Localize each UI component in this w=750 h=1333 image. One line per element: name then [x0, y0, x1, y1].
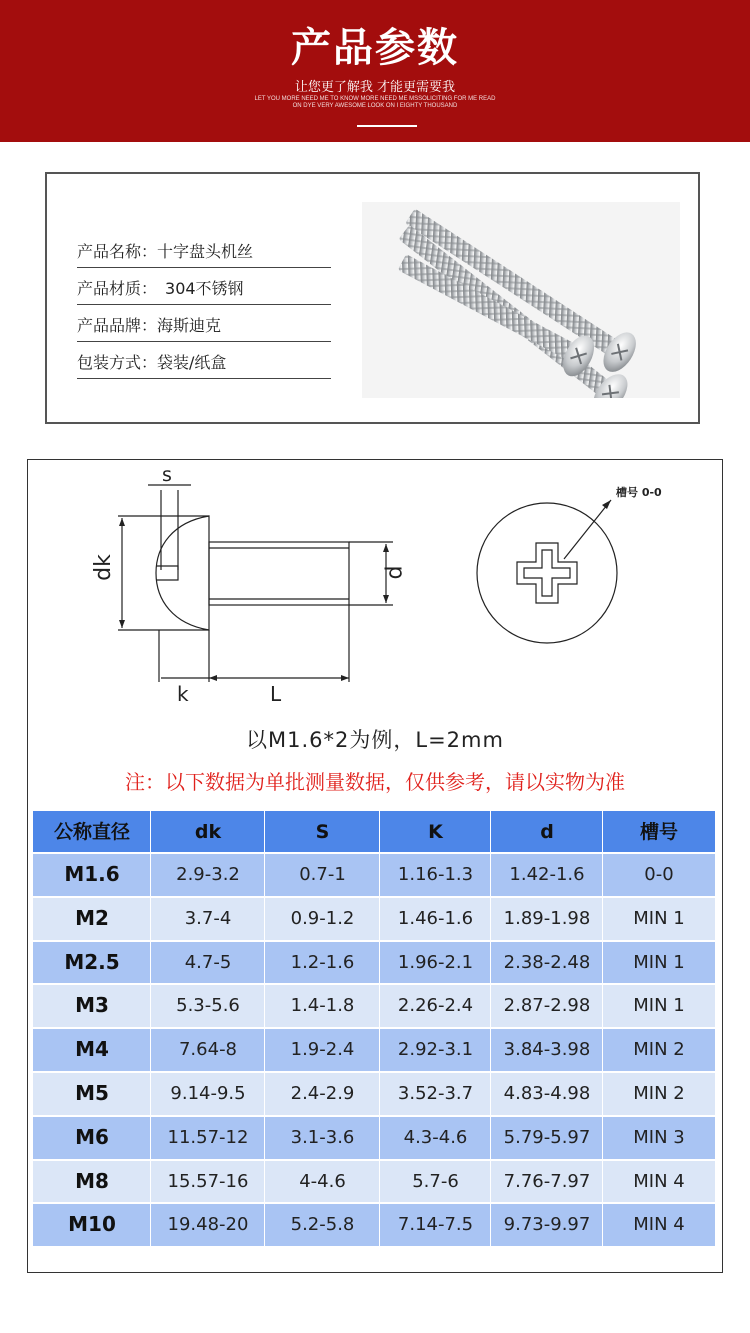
info-label: 产品品牌：	[77, 316, 158, 335]
table-header	[33, 811, 715, 853]
value-cell: MIN 2	[633, 1039, 685, 1061]
value-cell: 3.1-3.6	[290, 1126, 355, 1148]
label-dk: dk	[90, 554, 116, 581]
value-cell: 9.14-9.5	[170, 1083, 246, 1104]
value-cell: 1.2-1.6	[290, 951, 355, 973]
value-cell: 4.83-4.98	[503, 1083, 591, 1104]
value-cell: MIN 1	[633, 907, 685, 929]
value-cell: 2.26-2.4	[397, 995, 474, 1017]
spec-table	[33, 811, 715, 1249]
column-divider	[602, 811, 603, 1249]
info-row-packaging	[77, 349, 331, 379]
product-photo	[362, 202, 680, 398]
value-cell: MIN 2	[633, 1083, 685, 1104]
size-cell: M4	[75, 1037, 109, 1062]
label-slot: 槽号 0-0	[616, 486, 662, 499]
value-cell: 0.9-1.2	[290, 907, 355, 929]
value-cell: 19.48-20	[167, 1214, 249, 1236]
label-L: L	[270, 682, 282, 706]
value-cell: 3.84-3.98	[503, 1039, 591, 1061]
value-cell: 4.7-5	[184, 951, 232, 973]
table-row	[33, 1160, 715, 1204]
info-row-brand	[77, 312, 331, 342]
value-cell: 2.4-2.9	[290, 1083, 355, 1104]
value-cell: MIN 1	[633, 995, 685, 1017]
value-cell: 1.42-1.6	[509, 864, 585, 885]
row-divider	[33, 1159, 715, 1161]
value-cell: 1.9-2.4	[290, 1039, 355, 1061]
value-cell: 5.3-5.6	[176, 995, 240, 1017]
column-divider	[379, 811, 380, 1249]
info-row-name	[77, 238, 331, 268]
info-value: 袋装/纸盒	[157, 353, 227, 372]
value-cell: 5.79-5.97	[503, 1126, 591, 1148]
value-cell: 11.57-12	[167, 1126, 249, 1148]
value-cell: 3.52-3.7	[397, 1083, 474, 1104]
value-cell: 2.38-2.48	[503, 951, 591, 973]
header-cell: S	[315, 821, 330, 843]
table-row	[33, 1203, 715, 1247]
table-row	[33, 1028, 715, 1072]
info-label: 产品材质：	[77, 279, 158, 298]
table-row	[33, 853, 715, 897]
header-cell: dk	[194, 821, 222, 843]
value-cell: 0-0	[644, 864, 674, 885]
value-cell: MIN 4	[633, 1170, 685, 1192]
value-cell: 1.16-1.3	[397, 864, 474, 885]
value-cell: 1.89-1.98	[503, 907, 591, 929]
value-cell: 7.14-7.5	[397, 1214, 474, 1236]
info-label: 包装方式：	[77, 353, 158, 372]
size-cell: M3	[75, 993, 109, 1018]
value-cell: 15.57-16	[167, 1170, 249, 1192]
size-cell: M5	[75, 1081, 109, 1105]
header-tagline	[200, 96, 550, 110]
value-cell: 4-4.6	[299, 1170, 346, 1192]
table-row	[33, 1116, 715, 1160]
row-divider	[33, 1027, 715, 1029]
size-cell: M2	[75, 905, 109, 930]
row-divider	[33, 1202, 715, 1204]
size-cell: M6	[75, 1124, 109, 1149]
header-cell: d	[540, 821, 554, 843]
table-row	[33, 897, 715, 941]
column-divider	[264, 811, 265, 1249]
value-cell: 1.46-1.6	[397, 907, 474, 929]
value-cell: MIN 4	[633, 1214, 685, 1236]
value-cell: 1.4-1.8	[290, 995, 355, 1017]
table-row	[33, 1072, 715, 1116]
measurement-note: 注：以下数据为单批测量数据，仅供参考，请以实物为准	[125, 770, 625, 794]
value-cell: MIN 1	[633, 951, 685, 973]
value-cell: MIN 3	[633, 1126, 685, 1148]
row-divider	[33, 1246, 715, 1248]
value-cell: 2.9-3.2	[176, 864, 240, 885]
size-cell: M1.6	[64, 862, 120, 886]
row-divider	[33, 940, 715, 942]
row-divider	[33, 896, 715, 898]
info-value: 十字盘头机丝	[157, 242, 254, 261]
header-divider	[357, 125, 417, 127]
value-cell: 1.96-2.1	[397, 951, 474, 973]
info-value: 304不锈钢	[165, 279, 244, 298]
page-subtitle: 让您更了解我 才能更需要我	[294, 80, 456, 95]
product-info-box	[45, 172, 700, 424]
row-divider	[33, 852, 715, 854]
label-k: k	[177, 682, 189, 706]
page-title: 产品参数	[291, 25, 459, 71]
row-divider	[33, 1071, 715, 1073]
table-row	[33, 941, 715, 985]
screws-image	[362, 202, 680, 398]
size-cell: M2.5	[64, 949, 120, 974]
column-divider	[150, 811, 151, 1249]
tagline-line-1: LET YOU MORE NEED ME TO KNOW MORE NEED ME MSSOLICITING FOR ME READ	[254, 96, 496, 102]
info-value: 海斯迪克	[157, 316, 222, 335]
value-cell: 2.92-3.1	[397, 1039, 474, 1061]
value-cell: 5.2-5.8	[290, 1214, 355, 1236]
header-banner	[0, 0, 750, 142]
size-cell: M10	[68, 1212, 116, 1237]
header-cell: K	[428, 821, 443, 843]
column-divider	[490, 811, 491, 1249]
example-caption: 以M1.6*2为例，L=2mm	[246, 728, 504, 752]
table-row	[33, 984, 715, 1028]
info-row-material	[77, 275, 331, 305]
label-d: d	[382, 565, 408, 580]
row-divider	[33, 1115, 715, 1117]
value-cell: 0.7-1	[299, 864, 346, 885]
value-cell: 9.73-9.97	[503, 1214, 591, 1236]
value-cell: 2.87-2.98	[503, 995, 591, 1017]
header-cell: 公称直径	[53, 821, 130, 843]
value-cell: 5.7-6	[412, 1170, 459, 1192]
size-cell: M8	[75, 1168, 109, 1193]
header-cell: 槽号	[639, 821, 678, 843]
value-cell: 4.3-4.6	[403, 1126, 468, 1148]
value-cell: 7.64-8	[178, 1039, 238, 1061]
tagline-line-2: ON DYE VERY AWESOME LOOK ON I EIGHTY THOUSAND	[292, 103, 458, 109]
info-label: 产品名称：	[77, 242, 158, 261]
value-cell: 3.7-4	[184, 907, 232, 929]
label-s: s	[162, 464, 172, 486]
value-cell: 7.76-7.97	[503, 1170, 591, 1192]
row-divider	[33, 983, 715, 985]
